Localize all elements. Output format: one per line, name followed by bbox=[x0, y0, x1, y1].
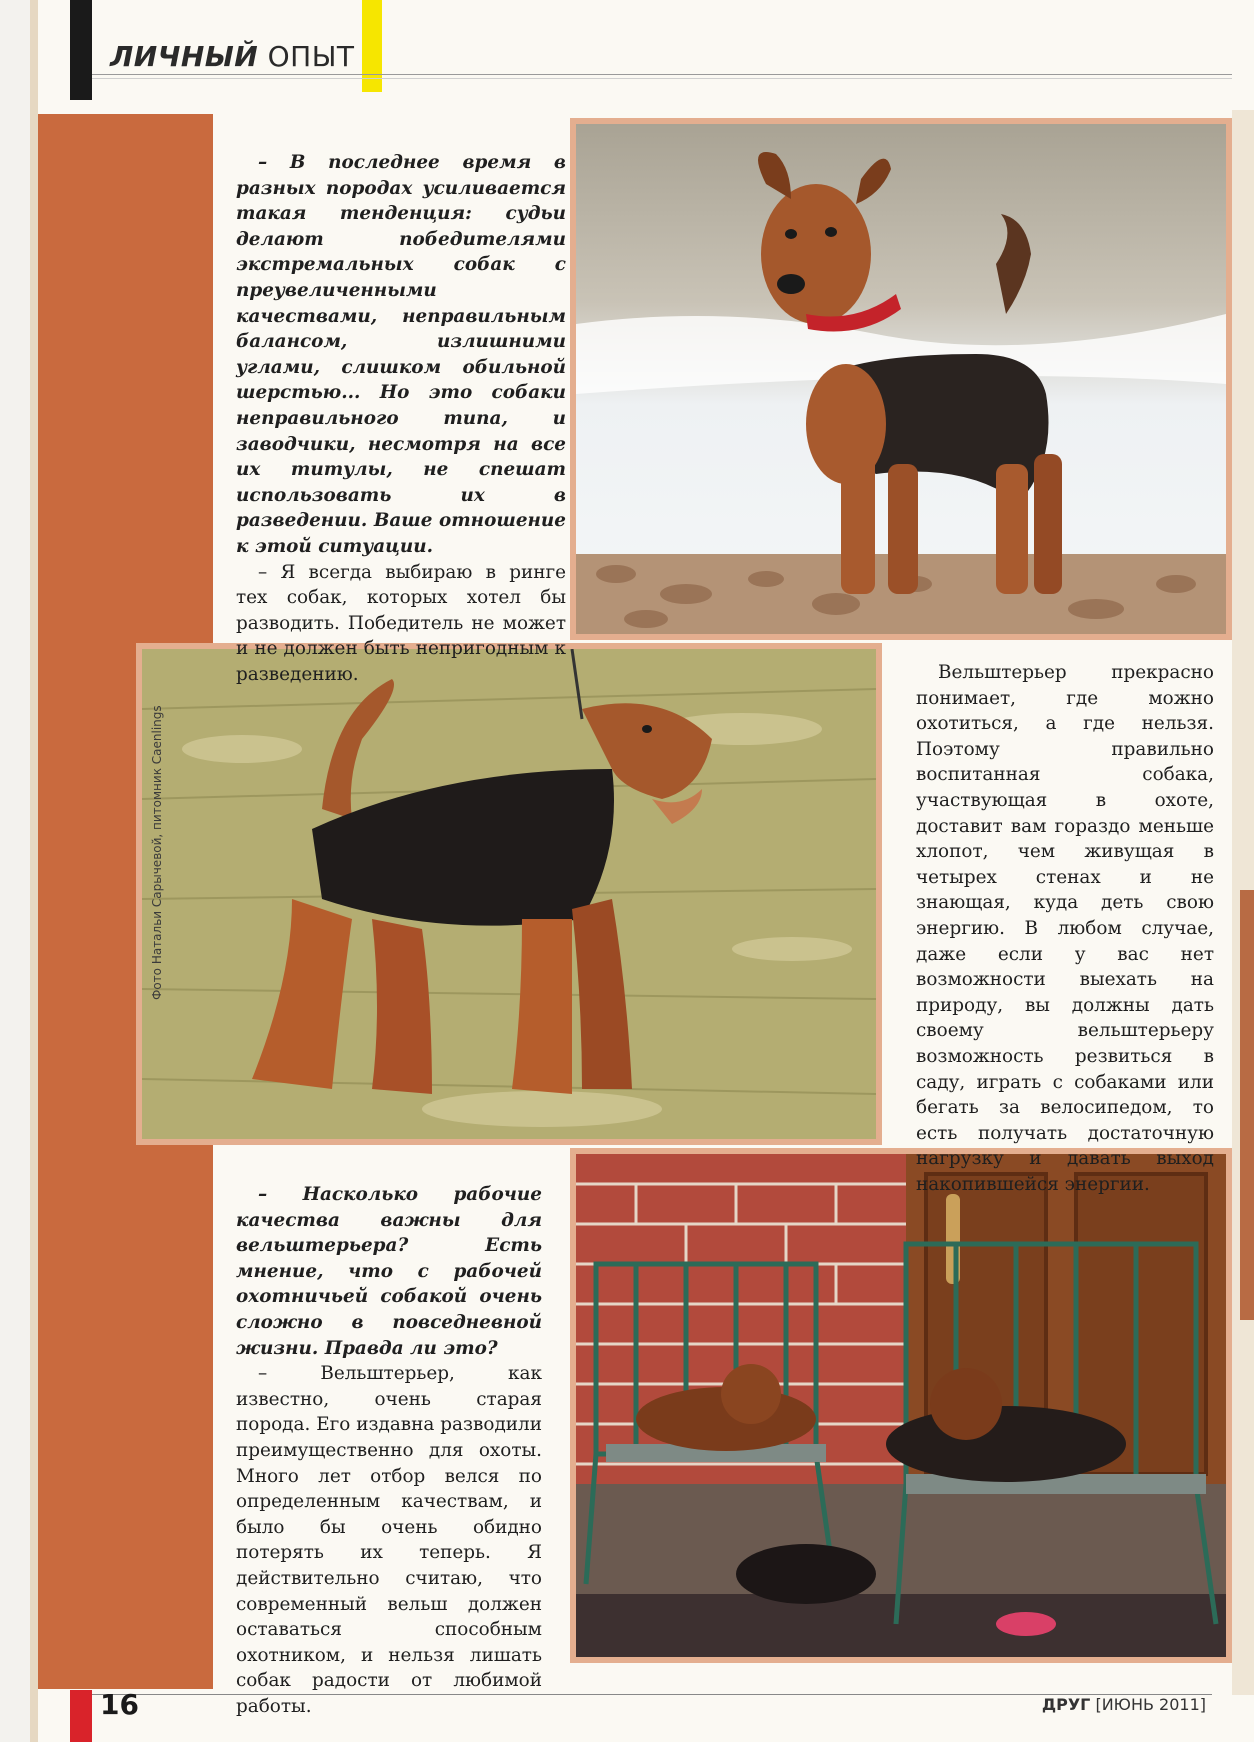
column-1 bbox=[236, 150, 566, 687]
right-margin-accent bbox=[1240, 890, 1254, 1320]
page-spine-edge bbox=[30, 0, 38, 1742]
magazine-name: ДРУГ bbox=[1041, 1695, 1091, 1714]
footer-magazine-brand bbox=[1042, 1695, 1206, 1714]
interview-question-2: – Насколько рабочие качества важны для вельштерьера? Есть мнение, что с рабочей охотничьей собакой очень сложно в повседневной жизни. Правда ли это? bbox=[236, 1184, 542, 1359]
header-rule-secondary bbox=[92, 78, 1232, 79]
page-spine bbox=[0, 0, 30, 1742]
body-paragraph-2: Вельштерьер прекрасно понимает, где можно охотиться, а где нельзя. Поэтому правильно воспитанная собака, участвующая в охоте, доставит вам гораздо меньше хлопот, чем живущая в четырех стенах и не знающая, куда деть свою энергию. В любом случае, даже если у вас нет возможности выехать на природу, вы должны дать своему вельштерьеру возможность резвиться в саду, играть с собаками или бегать за велосипедом, то есть получать достаточную нагрузку и давать выход накопившейся энергии. bbox=[916, 662, 1214, 1195]
terrier-beach-illustration bbox=[576, 124, 1226, 634]
magazine-issue: [ИЮНЬ 2011] bbox=[1095, 1695, 1206, 1714]
section-title bbox=[110, 40, 355, 73]
section-title-bold: ЛИЧНЫЙ bbox=[110, 40, 259, 73]
header-rule bbox=[92, 74, 1232, 75]
terriers-chairs-illustration bbox=[576, 1154, 1226, 1657]
terrier-show-illustration bbox=[142, 649, 876, 1139]
interview-answer-1: – Я всегда выбираю в ринге тех собак, которых хотел бы разводить. Победитель не может и не должен быть непригодным к разведению. bbox=[236, 561, 566, 685]
header-black-bar bbox=[70, 0, 92, 100]
interview-answer-2: – Вельштерьер, как известно, очень старая порода. Его издавна разводили преимущественно для охоты. Много лет отбор велся по определенным качествам, и было бы очень обидно потерять их теперь. Я действительно считаю, что современный вельш должен оставаться способным охотником, и нельзя лишать собак радости от любимой работы. bbox=[236, 1363, 542, 1717]
photo-terrier-beach bbox=[570, 118, 1232, 640]
page-number: 16 bbox=[100, 1688, 139, 1721]
column-3 bbox=[236, 1182, 542, 1719]
photo-terrier-show-stance bbox=[136, 643, 882, 1145]
interview-question-1: – В последнее время в разных породах усиливается такая тенденция: судьи делают победителями экстремальных собак с преувеличенными качествами, неправильным балансом, излишними углами, слишком обильной шерстью... Но это собаки неправильного типа, и заводчики, несмотря на все их титулы, не спешат использовать их в разведении. Ваше отношение к этой ситуации. bbox=[236, 152, 566, 557]
photo-terriers-on-chairs bbox=[570, 1148, 1232, 1663]
section-title-light: ОПЫТ bbox=[267, 40, 355, 73]
column-2 bbox=[916, 660, 1214, 1197]
footer-red-bar bbox=[70, 1690, 92, 1742]
photo-credit: Фото Натальи Сарычевой, питомник Caenlings bbox=[150, 705, 164, 1000]
